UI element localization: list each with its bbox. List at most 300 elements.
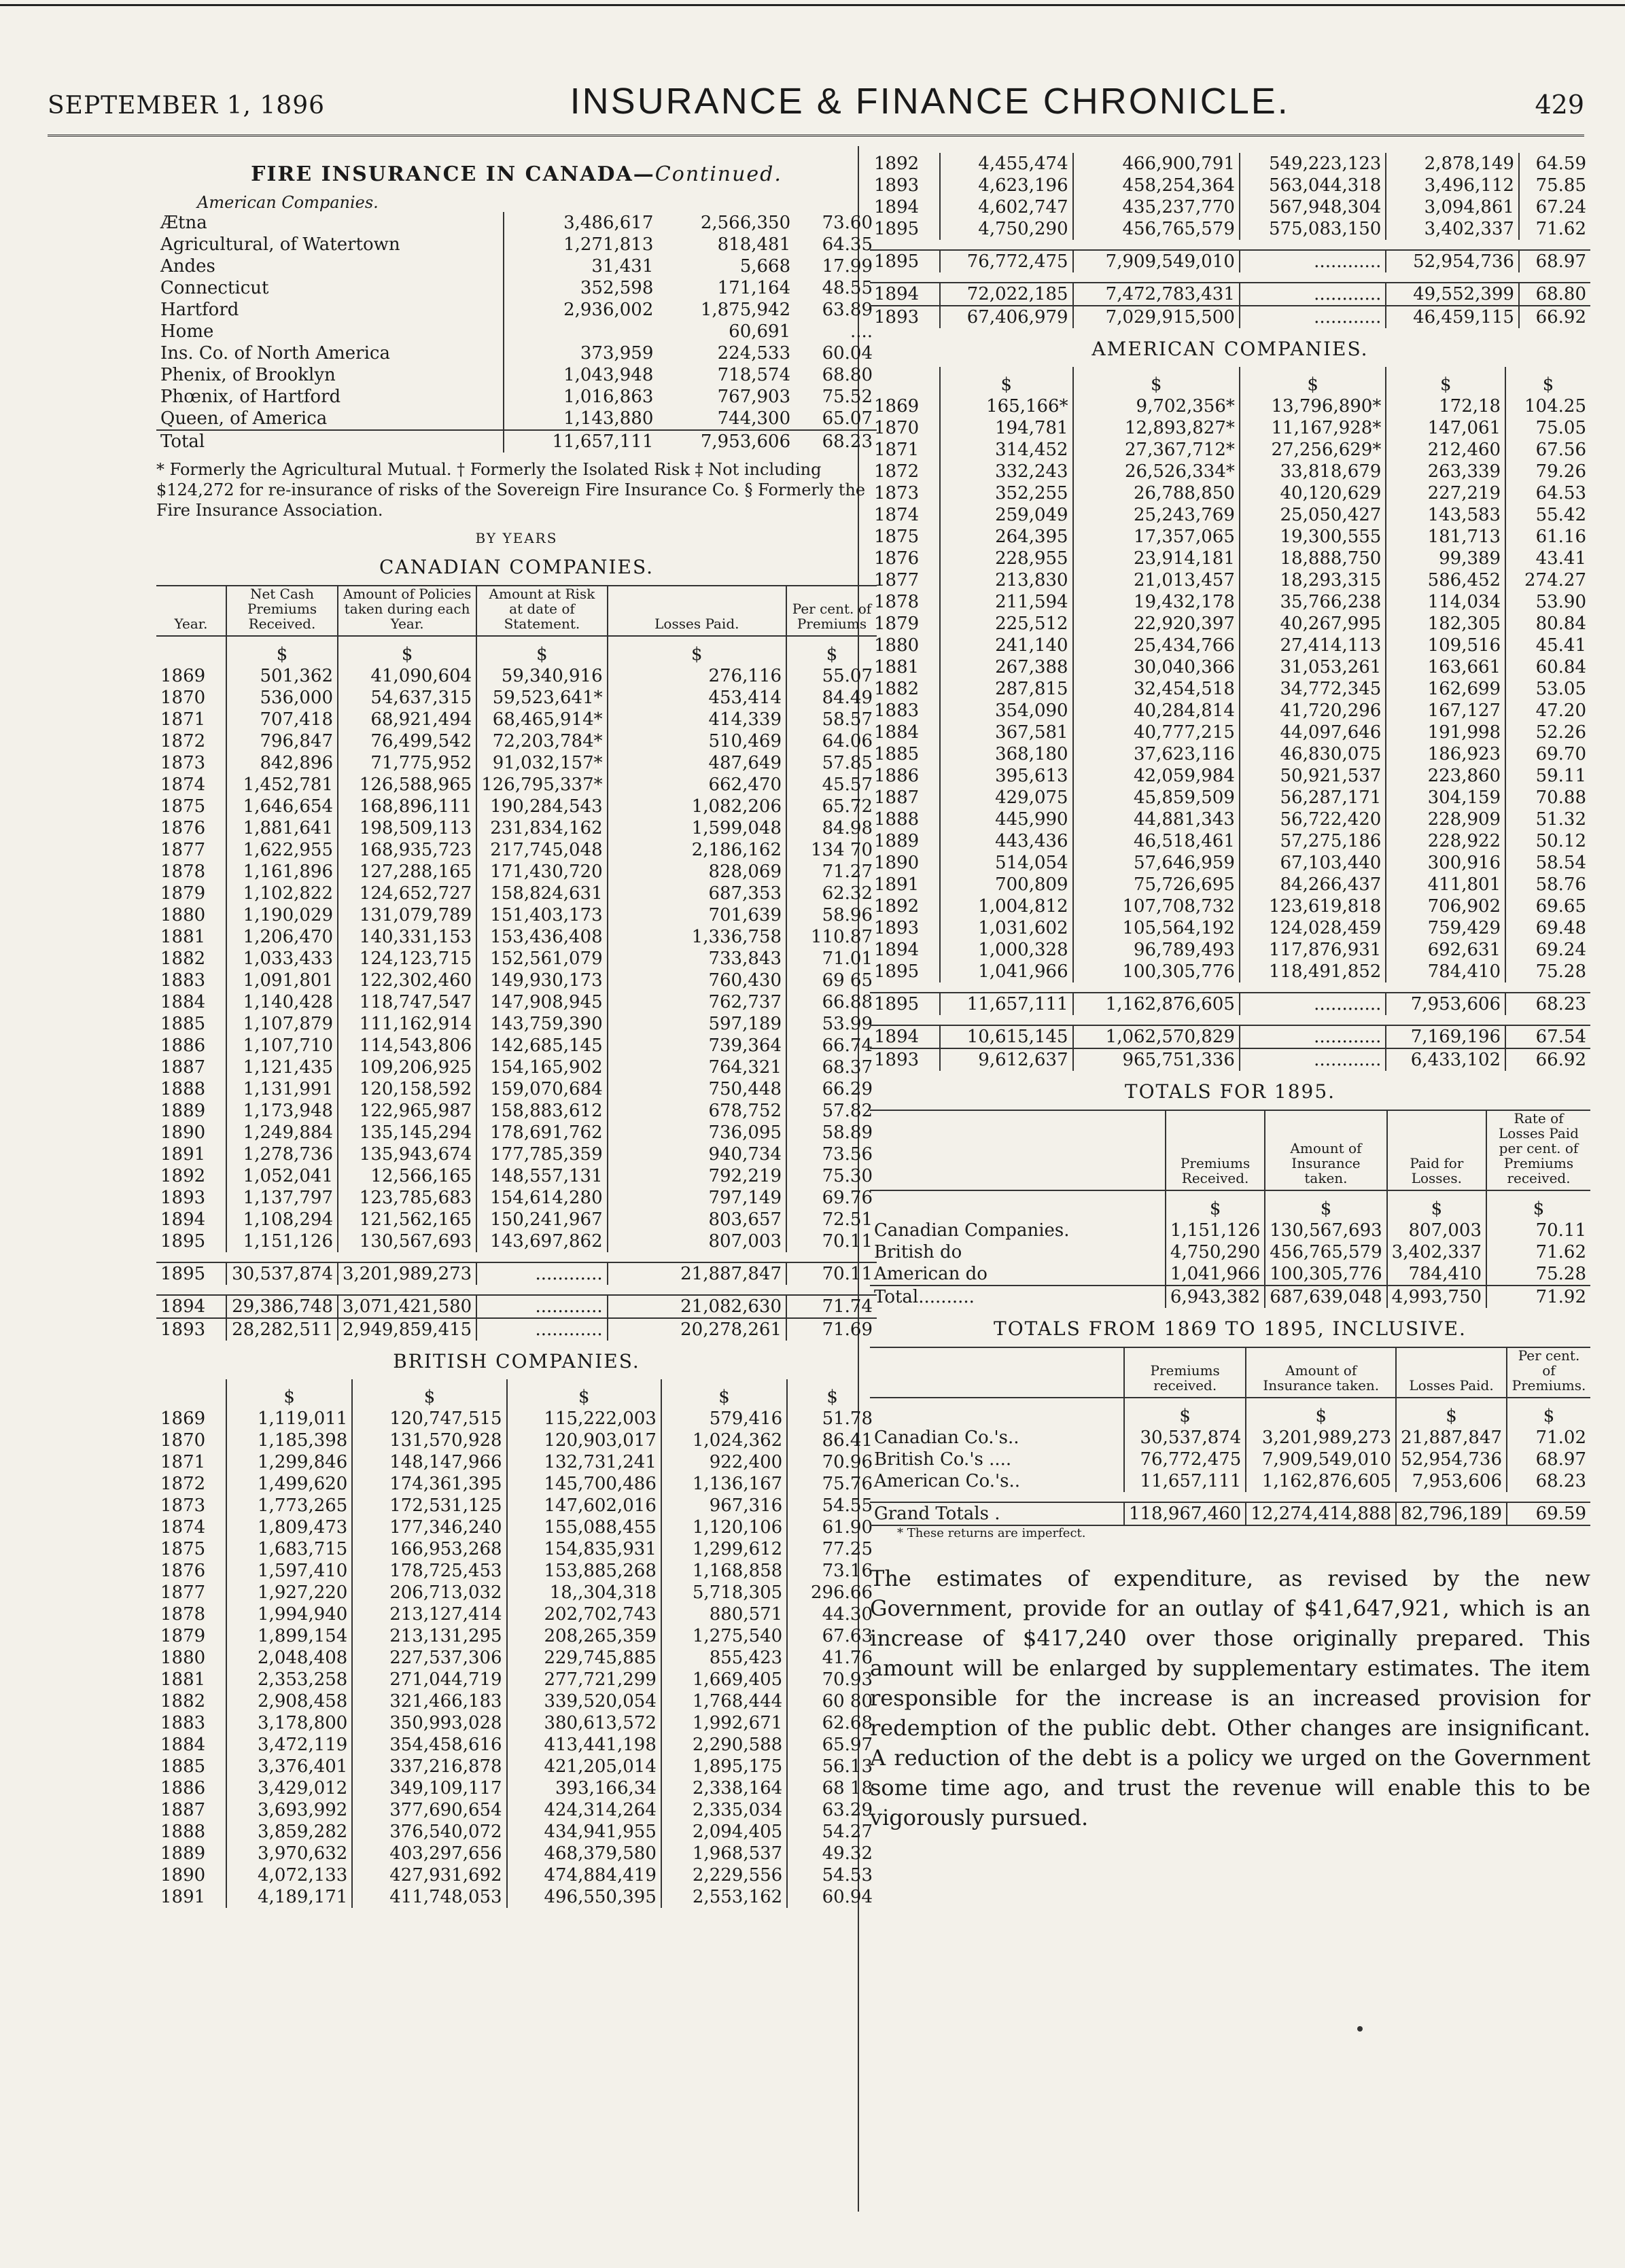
value-cell: 84.98 xyxy=(786,817,877,839)
losses-value: 171,164 xyxy=(717,278,791,298)
table-row xyxy=(156,1187,877,1209)
value-cell: 40,284,814 xyxy=(1073,700,1240,722)
value-cell: 4,602,747 xyxy=(940,196,1073,218)
value-cell: 18,888,750 xyxy=(1240,548,1386,569)
year-cell: 1886 xyxy=(874,766,920,786)
value-cell: 153,436,408 xyxy=(476,926,607,948)
value-cell: 26,526,334* xyxy=(1073,461,1240,482)
spacer-row xyxy=(870,240,1590,250)
dollar-sign: $ xyxy=(1396,1398,1507,1427)
value-cell: 354,090 xyxy=(940,700,1073,722)
value-cell: 496,550,395 xyxy=(507,1886,661,1908)
summary-value: ............ xyxy=(1240,306,1386,328)
value-cell: 1,151,126 xyxy=(226,1230,338,1252)
value-cell: 274.27 xyxy=(1505,569,1590,591)
table-row xyxy=(156,687,877,709)
table-row xyxy=(156,665,877,687)
value-cell: 434,941,955 xyxy=(507,1821,661,1843)
value-cell: 1,131,991 xyxy=(226,1078,338,1100)
table-row xyxy=(156,255,877,277)
value-cell: 2,186,162 xyxy=(608,839,786,861)
value-cell: 57,646,959 xyxy=(1073,852,1240,874)
row-label: Canadian Co.'s.. xyxy=(874,1428,1019,1448)
dollar-sign: $ xyxy=(1124,1398,1246,1427)
value-cell: 114,543,806 xyxy=(338,1035,476,1057)
value-cell: 300,916 xyxy=(1386,852,1505,874)
value-cell: 267,388 xyxy=(940,656,1073,678)
value-cell: 75.76 xyxy=(787,1473,877,1495)
value-cell: 71.27 xyxy=(786,861,877,883)
value-cell: 17,357,065 xyxy=(1073,526,1240,548)
summary-value: 30,537,874 xyxy=(226,1262,338,1285)
year-cell: 1870 xyxy=(160,688,206,708)
grand-total-value: 12,274,414,888 xyxy=(1246,1502,1396,1525)
totals-1895-table xyxy=(870,1110,1590,1308)
value-cell: 287,815 xyxy=(940,678,1073,700)
premiums-value: 2,936,002 xyxy=(504,299,657,321)
table-row xyxy=(156,1690,877,1712)
value-cell: 123,619,818 xyxy=(1240,896,1386,917)
value-cell: 11,167,928* xyxy=(1240,417,1386,439)
value-cell: 41.76 xyxy=(787,1647,877,1669)
table-row xyxy=(156,1647,877,1669)
value-cell: 2,878,149 xyxy=(1386,153,1519,175)
summary-value: 21,082,630 xyxy=(608,1295,786,1318)
value-cell: 140,331,153 xyxy=(338,926,476,948)
value-cell: 855,423 xyxy=(661,1647,787,1669)
table-row xyxy=(870,395,1590,417)
value-cell: 27,256,629* xyxy=(1240,439,1386,461)
row-label: American Co.'s.. xyxy=(874,1471,1021,1491)
value-cell: 1,082,206 xyxy=(608,796,786,817)
value-cell: 3,693,992 xyxy=(226,1799,352,1821)
total-label: Total.......... xyxy=(874,1287,975,1307)
spacer xyxy=(870,240,1590,250)
value-cell: 117,876,931 xyxy=(1240,939,1386,961)
spacer xyxy=(870,272,1590,283)
value-cell: 1,895,175 xyxy=(661,1756,787,1777)
losses-value: 744,300 xyxy=(717,408,791,429)
value-cell: 147,061 xyxy=(1386,417,1505,439)
value-cell: 143,697,862 xyxy=(476,1230,607,1252)
value-cell: 803,657 xyxy=(608,1209,786,1230)
value-cell: 34,772,345 xyxy=(1240,678,1386,700)
year-cell: 1871 xyxy=(160,1452,206,1472)
value-cell: 72,203,784* xyxy=(476,730,607,752)
year-cell: 1890 xyxy=(874,853,920,873)
total-label: Total xyxy=(160,431,205,452)
value-cell: 67,103,440 xyxy=(1240,852,1386,874)
value-cell: 352,255 xyxy=(940,482,1073,504)
table-row xyxy=(156,1430,877,1451)
table-row xyxy=(156,321,877,342)
value-cell: 456,765,579 xyxy=(1265,1241,1386,1263)
value-cell: 1,597,410 xyxy=(226,1560,352,1582)
table-row xyxy=(156,1886,877,1908)
table-row xyxy=(156,1078,877,1100)
spacer xyxy=(870,1492,1590,1502)
spacer-row xyxy=(156,1252,877,1262)
value-cell: 158,883,612 xyxy=(476,1100,607,1122)
value-cell: 1,102,822 xyxy=(226,883,338,904)
value-cell: 168,896,111 xyxy=(338,796,476,817)
value-cell: 45.41 xyxy=(1505,635,1590,656)
value-cell: 1,119,011 xyxy=(226,1408,352,1430)
summary-value: ............ xyxy=(1240,250,1386,272)
value-cell: 796,847 xyxy=(226,730,338,752)
value-cell: 2,908,458 xyxy=(226,1690,352,1712)
table-row xyxy=(156,234,877,255)
blank-cell xyxy=(870,367,940,395)
header-date: SEPTEMBER 1, 1896 xyxy=(48,92,326,120)
value-cell: 208,265,359 xyxy=(507,1625,661,1647)
year-cell: 1869 xyxy=(160,1408,206,1429)
summary-value: 68.23 xyxy=(1505,993,1590,1015)
grand-total-label: Grand Totals . xyxy=(874,1504,1000,1524)
value-cell: 231,834,162 xyxy=(476,817,607,839)
value-cell: 130,567,693 xyxy=(1265,1220,1386,1241)
dollar-sign: $ xyxy=(476,636,607,665)
value-cell: 474,884,419 xyxy=(507,1864,661,1886)
table-row xyxy=(156,774,877,796)
value-cell: 3,472,119 xyxy=(226,1734,352,1756)
value-cell: 1,031,602 xyxy=(940,917,1073,939)
table-row xyxy=(156,1230,877,1252)
total-percent: 68.23 xyxy=(822,431,873,452)
british-table-continued xyxy=(870,153,1590,328)
value-cell: 213,830 xyxy=(940,569,1073,591)
summary-row xyxy=(870,1048,1590,1071)
value-cell: 43.41 xyxy=(1505,548,1590,569)
year-cell: 1884 xyxy=(160,992,206,1012)
summary-value: 66.92 xyxy=(1505,1048,1590,1071)
value-cell: 50.12 xyxy=(1505,830,1590,852)
value-cell: 142,685,145 xyxy=(476,1035,607,1057)
value-cell: 514,054 xyxy=(940,852,1073,874)
value-cell: 828,069 xyxy=(608,861,786,883)
value-cell: 40,120,629 xyxy=(1240,482,1386,504)
value-cell: 27,414,113 xyxy=(1240,635,1386,656)
value-cell: 922,400 xyxy=(661,1451,787,1473)
value-cell: 1,185,398 xyxy=(226,1430,352,1451)
table-row xyxy=(156,796,877,817)
value-cell: 9,702,356* xyxy=(1073,395,1240,417)
value-cell: 213,131,295 xyxy=(352,1625,506,1647)
summary-value: 3,071,421,580 xyxy=(338,1295,476,1318)
percent-value: 68.80 xyxy=(822,365,873,385)
value-cell: 377,690,654 xyxy=(352,1799,506,1821)
col-premiums: Net Cash Premiums Received. xyxy=(226,586,338,636)
value-cell: 349,109,117 xyxy=(352,1777,506,1799)
table-row xyxy=(870,569,1590,591)
value-cell: 65.72 xyxy=(786,796,877,817)
col-insurance-taken: Amount of Insurance taken. xyxy=(1265,1110,1386,1190)
value-cell: 147,908,945 xyxy=(476,991,607,1013)
losses-value: 767,903 xyxy=(717,387,791,407)
value-cell: 707,418 xyxy=(226,709,338,730)
summary-value: 21,887,847 xyxy=(608,1262,786,1285)
premiums-value: 3,486,617 xyxy=(504,212,657,234)
value-cell: 1,249,884 xyxy=(226,1122,338,1144)
table-row xyxy=(870,482,1590,504)
value-cell: 131,570,928 xyxy=(352,1430,506,1451)
value-cell: 172,531,125 xyxy=(352,1495,506,1517)
value-cell: 1,809,473 xyxy=(226,1517,352,1538)
totals-footnote: * These returns are imperfect. xyxy=(897,1526,1086,1540)
value-cell: 1,899,154 xyxy=(226,1625,352,1647)
year-cell: 1886 xyxy=(160,1035,206,1056)
dollar-sign: $ xyxy=(1486,1190,1590,1220)
value-cell: 32,454,518 xyxy=(1073,678,1240,700)
table-row xyxy=(156,212,877,234)
value-cell: 26,788,850 xyxy=(1073,482,1240,504)
col-rate: Rate of Losses Paid per cent. of Premiums received. xyxy=(1486,1110,1590,1190)
premiums-value: 1,143,880 xyxy=(504,408,657,430)
year-cell: 1893 xyxy=(874,175,920,196)
year-cell: 1888 xyxy=(874,809,920,830)
year-cell: 1877 xyxy=(160,1582,206,1603)
decorative-dot xyxy=(1357,2026,1363,2032)
table-row xyxy=(870,1241,1590,1263)
totals-range-table xyxy=(870,1347,1590,1526)
col-premiums-received: Premiums Received. xyxy=(1166,1110,1265,1190)
table-row xyxy=(156,1144,877,1165)
value-cell: 563,044,318 xyxy=(1240,175,1386,196)
value-cell: 70.96 xyxy=(787,1451,877,1473)
value-cell: 1,137,797 xyxy=(226,1187,338,1209)
spacer-row xyxy=(870,982,1590,993)
year-cell: 1894 xyxy=(874,940,920,960)
value-cell: 1,121,435 xyxy=(226,1057,338,1078)
value-cell: 807,003 xyxy=(1387,1220,1486,1241)
table-row xyxy=(870,504,1590,526)
value-cell: 662,470 xyxy=(608,774,786,796)
year-cell: 1895 xyxy=(874,961,920,982)
value-cell: 7,909,549,010 xyxy=(1246,1449,1396,1470)
value-cell: 80.84 xyxy=(1505,613,1590,635)
value-cell: 2,290,588 xyxy=(661,1734,787,1756)
summary-value: 11,657,111 xyxy=(940,993,1073,1015)
col-paid-losses: Paid for Losses. xyxy=(1387,1110,1486,1190)
value-cell: 70.11 xyxy=(786,1230,877,1252)
value-cell: 154,165,902 xyxy=(476,1057,607,1078)
value-cell: 350,993,028 xyxy=(352,1712,506,1734)
table-row xyxy=(870,852,1590,874)
year-cell: 1893 xyxy=(874,1050,920,1070)
value-cell: 149,930,173 xyxy=(476,970,607,991)
row-label: British do xyxy=(874,1242,962,1262)
value-cell: 1,768,444 xyxy=(661,1690,787,1712)
value-cell: 143,583 xyxy=(1386,504,1505,526)
table-row xyxy=(156,730,877,752)
value-cell: 217,745,048 xyxy=(476,839,607,861)
value-cell: 152,561,079 xyxy=(476,948,607,970)
value-cell: 186,923 xyxy=(1386,743,1505,765)
value-cell: 73.56 xyxy=(786,1144,877,1165)
year-cell: 1870 xyxy=(874,418,920,438)
company-name: Hartford xyxy=(160,300,239,320)
summary-value: 20,278,261 xyxy=(608,1318,786,1341)
summary-value: 52,954,736 xyxy=(1386,250,1519,272)
value-cell: 104.25 xyxy=(1505,395,1590,417)
table-row xyxy=(870,809,1590,830)
value-cell: 339,520,054 xyxy=(507,1690,661,1712)
table-row xyxy=(870,591,1590,613)
value-cell: 1,140,428 xyxy=(226,991,338,1013)
year-cell: 1891 xyxy=(160,1144,206,1165)
grand-total-value: 69.59 xyxy=(1507,1502,1590,1525)
table-row xyxy=(870,874,1590,896)
value-cell: 71.02 xyxy=(1507,1427,1590,1449)
british-title: BRITISH COMPANIES. xyxy=(393,1350,640,1372)
premiums-value: 352,598 xyxy=(504,277,657,299)
value-cell: 1,108,294 xyxy=(226,1209,338,1230)
summary-row xyxy=(156,1318,877,1341)
value-cell: 453,414 xyxy=(608,687,786,709)
year-cell: 1873 xyxy=(160,1495,206,1516)
value-cell: 18,,304,318 xyxy=(507,1582,661,1603)
percent-value: 48.55 xyxy=(822,278,873,298)
value-cell: 40,267,995 xyxy=(1240,613,1386,635)
fire-insurance-title xyxy=(156,162,877,186)
value-cell: 5,718,305 xyxy=(661,1582,787,1603)
table-row xyxy=(870,830,1590,852)
percent-value: 60.04 xyxy=(822,343,873,364)
year-cell: 1876 xyxy=(874,548,920,569)
value-cell: 4,623,196 xyxy=(940,175,1073,196)
blank-cell xyxy=(156,1379,226,1408)
value-cell: 797,149 xyxy=(608,1187,786,1209)
value-cell: 69 65 xyxy=(786,970,877,991)
losses-value: 718,574 xyxy=(717,365,791,385)
value-cell: 1,299,846 xyxy=(226,1451,352,1473)
value-cell: 1,994,940 xyxy=(226,1603,352,1625)
value-cell: 3,496,112 xyxy=(1386,175,1519,196)
value-cell: 54.55 xyxy=(787,1495,877,1517)
year-cell: 1889 xyxy=(160,1101,206,1121)
table-row xyxy=(156,1603,877,1625)
year-cell: 1878 xyxy=(874,592,920,612)
table-row xyxy=(156,861,877,883)
value-cell: 501,362 xyxy=(226,665,338,687)
value-cell: 55.07 xyxy=(786,665,877,687)
premiums-value xyxy=(504,321,657,342)
summary-value: 70.11 xyxy=(786,1262,877,1285)
value-cell: 536,000 xyxy=(226,687,338,709)
year-cell: 1875 xyxy=(160,796,206,817)
year-cell: 1894 xyxy=(874,1027,920,1047)
spacer-row xyxy=(870,1015,1590,1025)
value-cell: 2,338,164 xyxy=(661,1777,787,1799)
value-cell: 44,881,343 xyxy=(1073,809,1240,830)
year-cell: 1874 xyxy=(160,1517,206,1538)
value-cell: 131,079,789 xyxy=(338,904,476,926)
value-cell: 51.32 xyxy=(1505,809,1590,830)
year-cell: 1875 xyxy=(160,1539,206,1559)
value-cell: 56,287,171 xyxy=(1240,787,1386,809)
year-cell: 1885 xyxy=(160,1756,206,1777)
table-row xyxy=(156,926,877,948)
value-cell: 1,278,736 xyxy=(226,1144,338,1165)
value-cell: 75.05 xyxy=(1505,417,1590,439)
value-cell: 337,216,878 xyxy=(352,1756,506,1777)
value-cell: 395,613 xyxy=(940,765,1073,787)
col-year: Year. xyxy=(174,616,208,632)
table-row xyxy=(156,1843,877,1864)
value-cell: 1,622,955 xyxy=(226,839,338,861)
percent-value: 63.89 xyxy=(822,300,873,320)
year-cell: 1870 xyxy=(160,1430,206,1451)
year-cell: 1874 xyxy=(160,775,206,795)
table-row xyxy=(156,970,877,991)
year-cell: 1893 xyxy=(160,1319,206,1340)
table-row xyxy=(156,1777,877,1799)
table-row xyxy=(156,1035,877,1057)
value-cell: 1,646,654 xyxy=(226,796,338,817)
spacer-row xyxy=(156,1285,877,1295)
total-value: 6,943,382 xyxy=(1166,1286,1265,1308)
percent-value: .... xyxy=(850,321,873,342)
year-cell: 1888 xyxy=(160,1079,206,1099)
value-cell: 259,049 xyxy=(940,504,1073,526)
value-cell: 57.85 xyxy=(786,752,877,774)
value-cell: 76,772,475 xyxy=(1124,1449,1246,1470)
value-cell: 1,107,879 xyxy=(226,1013,338,1035)
value-cell: 213,127,414 xyxy=(352,1603,506,1625)
summary-value: 9,612,637 xyxy=(940,1048,1073,1071)
value-cell: 549,223,123 xyxy=(1240,153,1386,175)
value-cell: 130,567,693 xyxy=(338,1230,476,1252)
value-cell: 30,040,366 xyxy=(1073,656,1240,678)
table-row xyxy=(156,883,877,904)
year-cell: 1891 xyxy=(874,874,920,895)
value-cell: 171,430,720 xyxy=(476,861,607,883)
value-cell: 68,921,494 xyxy=(338,709,476,730)
totals-range-title: TOTALS FROM 1869 TO 1895, INCLUSIVE. xyxy=(994,1317,1467,1340)
year-cell: 1885 xyxy=(874,744,920,764)
left-column xyxy=(156,153,877,1908)
value-cell: 687,353 xyxy=(608,883,786,904)
value-cell: 807,003 xyxy=(608,1230,786,1252)
value-cell: 41,090,604 xyxy=(338,665,476,687)
summary-value: 68.97 xyxy=(1519,250,1590,272)
value-cell: 227,219 xyxy=(1386,482,1505,504)
canadian-table xyxy=(156,585,877,1341)
value-cell: 13,796,890* xyxy=(1240,395,1386,417)
value-cell: 66.74 xyxy=(786,1035,877,1057)
value-cell: 51.78 xyxy=(787,1408,877,1430)
spacer-row xyxy=(870,1492,1590,1502)
year-cell: 1875 xyxy=(874,527,920,547)
losses-value: 224,533 xyxy=(717,343,791,364)
value-cell: 47.20 xyxy=(1505,700,1590,722)
value-cell: 264,395 xyxy=(940,526,1073,548)
year-cell: 1881 xyxy=(874,657,920,677)
value-cell: 69.24 xyxy=(1505,939,1590,961)
value-cell: 458,254,364 xyxy=(1073,175,1240,196)
col-range-losses: Losses Paid. xyxy=(1396,1347,1507,1398)
year-cell: 1895 xyxy=(874,994,920,1014)
premiums-value: 31,431 xyxy=(504,255,657,277)
value-cell: 1,669,405 xyxy=(661,1669,787,1690)
row-label: Canadian Companies. xyxy=(874,1220,1070,1241)
value-cell: 31,053,261 xyxy=(1240,656,1386,678)
value-cell: 68.37 xyxy=(786,1057,877,1078)
summary-value: 7,909,549,010 xyxy=(1073,250,1240,272)
summary-value: 7,029,915,500 xyxy=(1073,306,1240,328)
year-cell: 1881 xyxy=(160,1669,206,1690)
value-cell: 3,429,012 xyxy=(226,1777,352,1799)
